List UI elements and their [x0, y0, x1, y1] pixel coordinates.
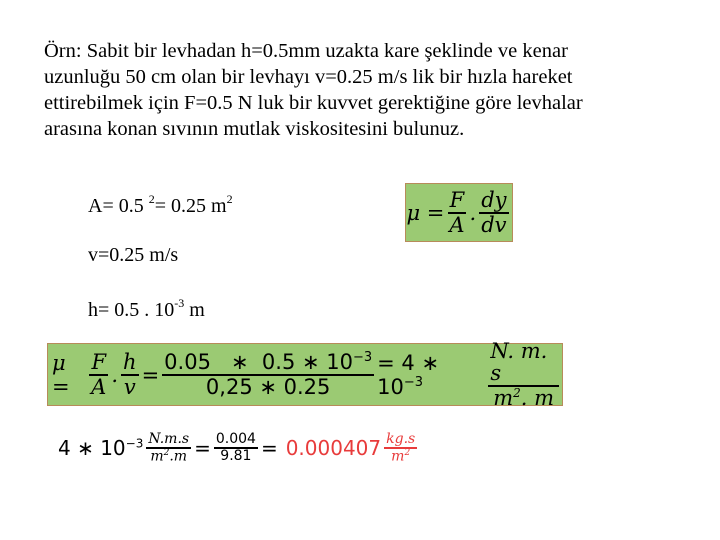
conversion-unit-fraction: $\frac{N.m.s}{m^2.m}$: [148, 431, 190, 465]
unit-fraction: $\frac{N. m. s}{m^2. m}$: [488, 340, 559, 408]
dy-dv-fraction: $\frac{dy}{dv}$: [481, 188, 507, 237]
given-height: h= 0.5 . $10^{-3}$ m: [88, 296, 205, 321]
f-over-a-fraction: $\frac{F}{A}$: [91, 350, 107, 399]
given-area: A= 0.5 $^2$= 0.25 $m^2$: [88, 192, 233, 217]
force-area-fraction: $\frac{F}{A}$: [449, 188, 465, 237]
calculation-box: μ = $\frac{F}{A}$ . $\frac{h}{v}$ = $\frac{0.05 ∗ 0.5 ∗ 10^{-3}}{0,25 ∗ 0.25}$ = 4 ∗ $10^{-3}$ $\frac{N. m. s}{m^2. m}$: [47, 343, 563, 406]
numeric-fraction: $\frac{0.05 ∗ 0.5 ∗ 10^{-3}}{0,25 ∗ 0.25}$: [164, 350, 373, 399]
problem-line-3: ettirebilmek için F=0.5 N luk bir kuvvet gerektiğine göre levhalar: [44, 92, 583, 114]
gravity-fraction: $\frac{0.004}{9.81}$: [215, 431, 256, 465]
result-value: = 4 ∗ $10^{-3}$: [377, 350, 440, 399]
problem-line-2: uzunluğu 50 cm olan bir levhayı v=0.25 m/s lik bir hızla hareket: [44, 66, 573, 88]
problem-line-1: Örn: Sabit bir levhadan h=0.5mm uzakta kare şeklinde ve kenar: [44, 40, 568, 62]
conversion-lead: 4 ∗ $10^{-3}$: [58, 436, 144, 461]
given-velocity: v=0.25 m/s: [88, 244, 179, 266]
final-result: 0.000407: [285, 436, 382, 461]
mu-symbol: μ =: [406, 200, 445, 225]
unit-conversion: 4 ∗ $10^{-3}$ $\frac{N.m.s}{m^2.m}$ = $\frac{0.004}{9.81}$ = 0.000407 $\frac{kg.s}{m^2}$: [58, 431, 416, 465]
h-over-v-fraction: $\frac{h}{v}$: [123, 350, 137, 399]
problem-statement: [44, 38, 694, 142]
final-unit-fraction: $\frac{kg.s}{m^2}$: [386, 431, 416, 465]
problem-line-4: arasına konan sıvının mutlak viskositesini bulunuz.: [44, 118, 465, 140]
viscosity-formula-box: μ = $\frac{F}{A}$ . $\frac{dy}{dv}$: [405, 183, 513, 242]
